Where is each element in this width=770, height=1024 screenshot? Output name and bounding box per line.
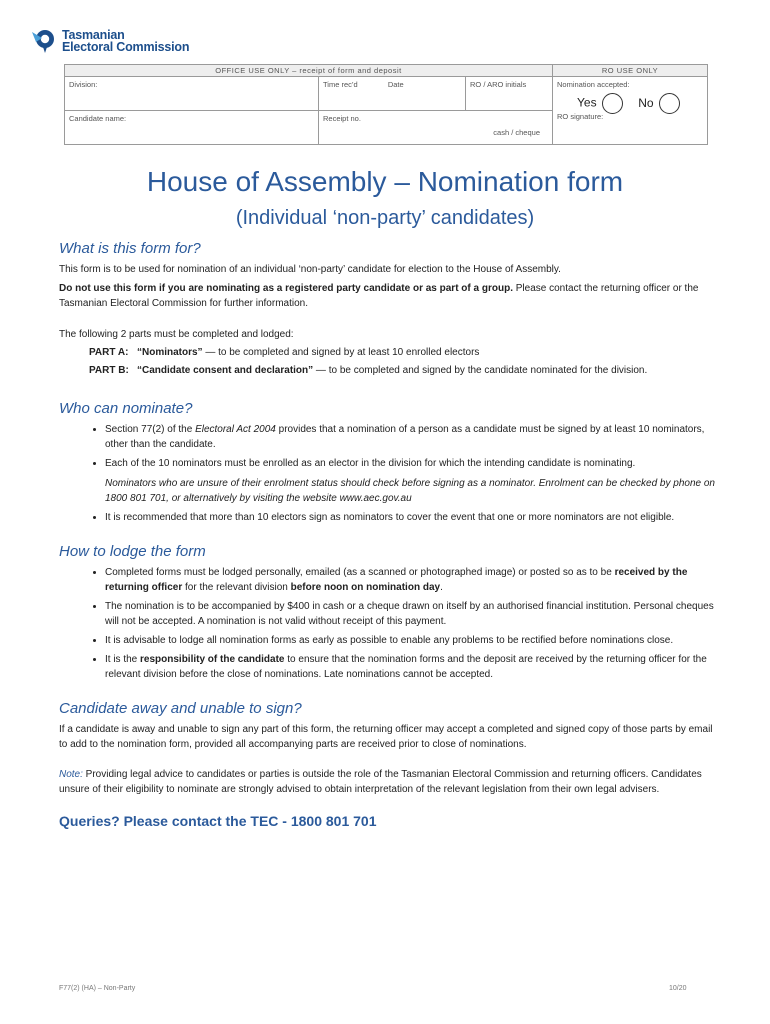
- payment-method-label: cash / cheque: [493, 128, 540, 137]
- lodge-item-4-rest: to ensure that the nomination forms and the deposit are received by the returning officer for the relevant division before the close of nominations. Late nominations cannot be accepted.: [105, 654, 707, 680]
- part-a-label: PART A:: [89, 347, 129, 358]
- tec-logo: [30, 28, 189, 54]
- part-b-label: PART B:: [89, 365, 129, 376]
- yes-no-choice: [577, 93, 703, 114]
- office-use-table: [64, 64, 708, 145]
- queries-contact: Queries? Please contact the TEC - 1800 801 701: [59, 813, 377, 829]
- org-name-line1: Tasmanian: [62, 28, 125, 42]
- lodge-item-1-mid: for the relevant division: [182, 582, 291, 593]
- enrolment-note: Nominators who are unsure of their enrolment status should check before signing as a nominator. Enrolment can be checked by phone on 1800 801 701, or alternatively by visiting the website www.aec.gov.au: [105, 478, 715, 504]
- lodge-item-1-text: Completed forms must be lodged personally, emailed (as a scanned or photographed image) or posted so as to be: [105, 567, 615, 578]
- what-paragraph-2: [59, 281, 719, 311]
- lodge-emphasis-2: before noon on nomination day: [290, 582, 441, 593]
- what-contact-text: Please contact the returning officer or the Tasmanian Electoral Commission for further information.: [59, 283, 699, 309]
- act-name: Electoral Act 2004: [195, 424, 276, 435]
- office-use-heading: OFFICE USE ONLY – receipt of form and deposit: [65, 65, 553, 77]
- list-item: [105, 510, 719, 525]
- who-item-2-text: • Each of the 10 nominators must be enrolled as an elector in the division for which the intending candidate is nominating.: [105, 458, 636, 469]
- note-label: Note:: [59, 769, 83, 780]
- section-heading-lodge: How to lodge the form: [59, 543, 206, 560]
- yes-circle[interactable]: [602, 93, 623, 114]
- who-item-3-text: It is recommended that more than 10 electors sign as nominators to cover the event that one or more nominators are not eligible.: [105, 512, 675, 523]
- who-list: [59, 422, 719, 525]
- division-cell[interactable]: [65, 77, 319, 111]
- page-subtitle: (Individual ‘non-party’ candidates): [235, 207, 535, 229]
- division-label: Division:: [69, 80, 98, 89]
- tec-logo-icon: [30, 28, 58, 54]
- who-item-1-rest: provides that a nomination of a person as a candidate must be signed by at least 10 nominators, other than the candidate.: [105, 424, 705, 450]
- yes-label: Yes: [577, 95, 597, 110]
- part-b-title: “Candidate consent and declaration”: [137, 365, 314, 376]
- org-name-line2: Electoral Commission: [62, 40, 190, 54]
- section-heading-what: What is this form for?: [59, 240, 201, 257]
- list-item: [105, 652, 719, 682]
- parts-list: [59, 345, 719, 378]
- lodge-item-4-text: It is the: [105, 654, 141, 665]
- part-a: [89, 345, 719, 360]
- part-a-text: — to be completed and signed by at least 10 enrolled electors: [202, 347, 480, 358]
- ro-signature-label: RO signature:: [557, 112, 604, 121]
- list-item: [105, 456, 719, 506]
- org-name: [62, 29, 189, 53]
- receipt-cell[interactable]: [319, 111, 553, 145]
- initials-label: RO / ARO initials: [470, 80, 527, 89]
- no-label: No: [638, 95, 654, 110]
- lodge-item-2-text: The nomination is to be accompanied by $400 in cash or a cheque drawn on itself by an authorised financial institution. Personal cheques will not be accepted. A nomination is not valid without receipt of this payment.: [105, 601, 714, 627]
- lodge-emphasis-1: received by the returning officer: [105, 567, 688, 593]
- ro-use-cell: [553, 77, 708, 145]
- lodge-emphasis-3: responsibility of the candidate: [140, 654, 285, 665]
- list-item: [105, 422, 719, 452]
- receipt-label: Receipt no.: [323, 114, 361, 123]
- no-circle[interactable]: [659, 93, 680, 114]
- lodge-item-3-text: It is advisable to lodge all nomination forms as early as possible to enable any problems to be rectified before nominations close.: [105, 635, 674, 646]
- time-date-cell[interactable]: [319, 77, 466, 111]
- ro-use-heading: RO USE ONLY: [553, 65, 708, 77]
- form-code: F77(2) (HA) – Non-Party: [59, 985, 136, 992]
- part-b: [89, 363, 719, 378]
- initials-cell[interactable]: [466, 77, 553, 111]
- date-label: Date: [387, 80, 404, 89]
- candidate-name-label: Candidate name:: [69, 114, 127, 123]
- list-item: [105, 633, 719, 648]
- candidate-name-cell[interactable]: [65, 111, 319, 145]
- section-heading-away: Candidate away and unable to sign?: [59, 700, 302, 717]
- list-item: [105, 565, 719, 595]
- section-heading-who: Who can nominate?: [59, 400, 193, 417]
- who-item-1-text: Section 77(2) of the: [105, 424, 196, 435]
- what-paragraph-3: The following 2 parts must be completed and lodged:: [59, 329, 294, 340]
- time-label: Time rec’d: [323, 80, 358, 89]
- lodge-item-1-end: .: [440, 582, 443, 593]
- note-text: Providing legal advice to candidates or parties is outside the role of the Tasmanian Electoral Commission and returning officers. Candidates unsure of their eligibility to nominate are strongly advised to obtain interpretation of the relevant legislation from their own legal advisers.: [59, 769, 702, 795]
- part-b-text: — to be completed and signed by the candidate nominated for the division.: [313, 365, 648, 376]
- nomination-accepted-label: Nomination accepted:: [557, 80, 630, 89]
- list-item: [105, 599, 719, 629]
- lodge-list: [59, 565, 719, 682]
- legal-note: [59, 767, 719, 797]
- away-paragraph: If a candidate is away and unable to sign any part of this form, the returning officer may accept a completed and signed copy of those parts by email to add to the nomination form, provided all accompanying parts are received prior to close of nominations.: [59, 724, 713, 750]
- main-content: [59, 240, 719, 829]
- what-paragraph-1: This form is to be used for nomination of an individual ‘non-party’ candidate for election to the House of Assembly.: [59, 264, 561, 275]
- part-a-title: “Nominators”: [137, 347, 203, 358]
- form-version: 10/20: [669, 985, 687, 992]
- what-warning: Do not use this form if you are nominating as a registered party candidate or as part of a group.: [59, 283, 513, 294]
- page-title: House of Assembly – Nomination form: [146, 166, 624, 197]
